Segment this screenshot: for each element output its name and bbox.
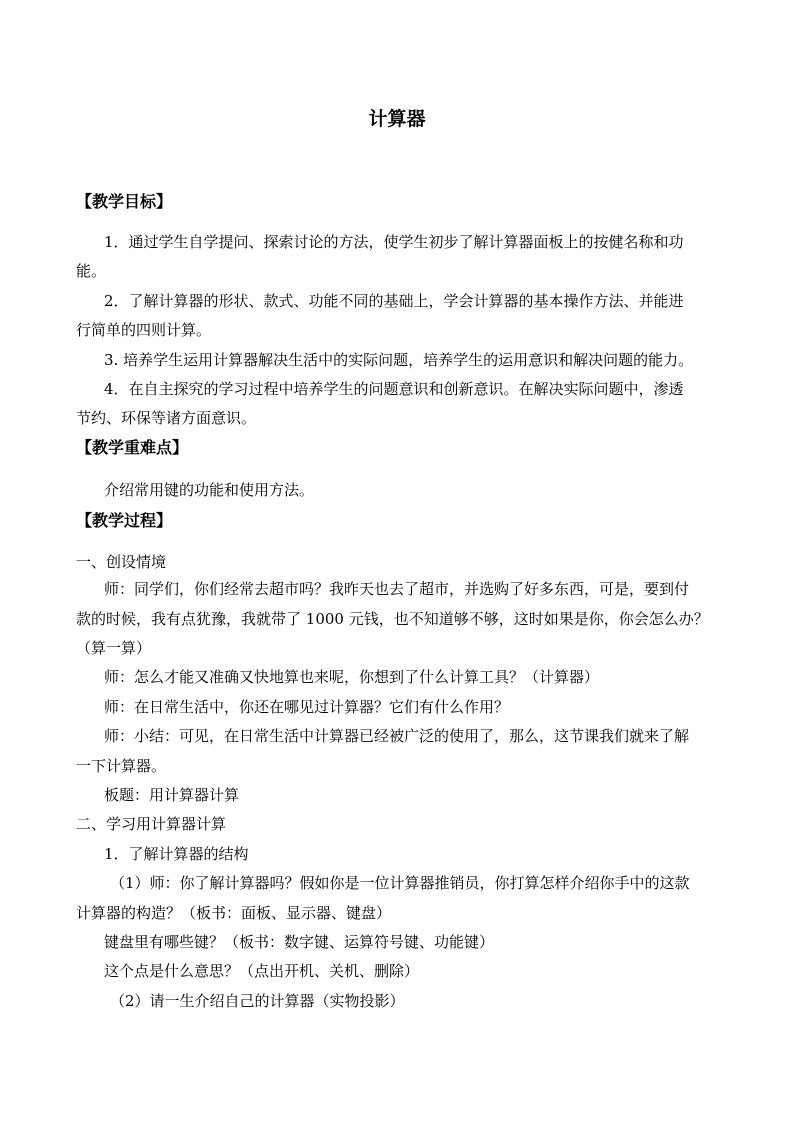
- process-heading: 【教学过程】: [76, 511, 173, 530]
- keyboard-question: 键盘里有哪些键？（板书：数字键、运算符号键、功能键）: [104, 933, 495, 951]
- dialogue-2: 师：怎么才能又准确又快地算也来呢，你想到了什么计算工具？（计算器）: [104, 668, 600, 686]
- dot-question: 这个点是什么意思？（点出开机、关机、删除）: [104, 962, 420, 980]
- objectives-heading: 【教学目标】: [76, 192, 173, 211]
- objective-4-line-1: 4．在自主探究的学习过程中培养学生的问题意识和创新意识。在解决实际问题中，渗透: [104, 380, 684, 398]
- dialogue-1-line-1: 师：同学们，你们经常去超市吗？我昨天也去了超市，并选购了好多东西，可是，要到付: [104, 580, 690, 598]
- question-2: （2）请一生介绍自己的计算器（实物投影）: [110, 992, 405, 1010]
- dialogue-1-line-2: 款的时候，我有点犹豫，我就带了 1000 元钱，也不知道够不够，这时如果是你，你会怎么办？: [76, 610, 709, 628]
- part-1-title: 一、创设情境: [76, 553, 167, 571]
- objective-2-line-2: 行简单的四则计算。: [76, 321, 212, 339]
- objective-4-line-2: 节约、环保等诸方面意识。: [76, 409, 257, 427]
- key-points-heading: 【教学重难点】: [76, 438, 189, 457]
- part-2-title: 二、学习用计算器计算: [76, 815, 227, 833]
- question-1-line-1: （1）师：你了解计算器吗？假如你是一位计算器推销员，你打算怎样介绍你手中的这款: [110, 874, 690, 892]
- board-title: 板题：用计算器计算: [104, 786, 240, 804]
- dialogue-4-line-1: 师：小结：可见，在日常生活中计算器已经被广泛的使用了，那么，这节课我们就来了解: [104, 727, 690, 745]
- dialogue-1-line-3: （算一算）: [76, 639, 152, 657]
- objective-2-line-1: 2．了解计算器的形状、款式、功能不同的基础上，学会计算器的基本操作方法、并能进: [104, 292, 684, 310]
- objective-1-line-2: 能。: [76, 262, 107, 280]
- subsection-1-title: 1．了解计算器的结构: [104, 845, 249, 863]
- dialogue-3: 师：在日常生活中，你还在哪见过计算器？它们有什么作用？: [104, 698, 510, 716]
- dialogue-4-line-2: 一下计算器。: [76, 757, 167, 775]
- objective-1-line-1: 1．通过学生自学提问、探索讨论的方法，使学生初步了解计算器面板上的按健名称和功: [104, 233, 684, 251]
- objective-3: 3. 培养学生运用计算器解决生活中的实际问题，培养学生的运用意识和解决问题的能力。: [104, 351, 694, 369]
- page-title: 计算器: [368, 108, 426, 130]
- key-points-text: 介绍常用键的功能和使用方法。: [104, 481, 315, 499]
- question-1-line-2: 计算器的构造？（板书：面板、显示器、键盘）: [76, 904, 392, 922]
